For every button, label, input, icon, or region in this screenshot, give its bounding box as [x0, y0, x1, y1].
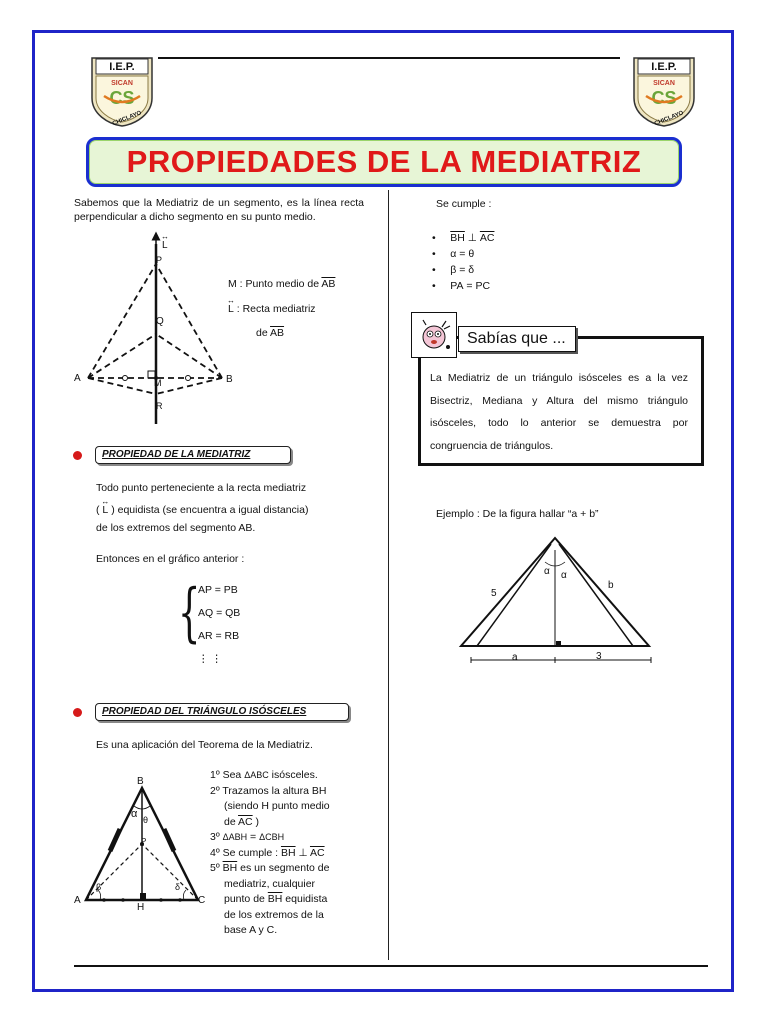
school-logo-left: [86, 54, 158, 128]
svg-text:CS: CS: [109, 88, 135, 108]
section2-text1: Es una aplicación del Teorema de la Mediatriz.: [96, 739, 313, 751]
step-5d: de los extremos de la: [224, 908, 324, 921]
fig1-label-a: A: [74, 373, 81, 384]
section2-bullet: [73, 708, 82, 717]
ejemplo-label-a: a: [512, 652, 518, 663]
se-cumple-label: Se cumple :: [436, 198, 492, 210]
fig1-legend-l: ↔ L : Recta mediatriz: [227, 296, 316, 315]
iso-label-c: C: [198, 895, 206, 906]
svg-text:CHICLAYO: CHICLAYO: [111, 110, 143, 128]
section1-text2: ( ↔ L ) equidista (se encuentra a igual distancia): [96, 497, 309, 516]
cumple-item-4: • PA = PC: [432, 280, 491, 292]
ejemplo-label-alpha1: α: [544, 566, 550, 577]
iso-label-theta: θ: [143, 815, 149, 825]
fig1-label-p: P: [156, 255, 163, 265]
cumple-item-2: • α = θ: [432, 248, 475, 260]
section1-text4: Entonces en el gráfico anterior :: [96, 553, 245, 565]
cumple-item-3: • β = δ: [432, 264, 475, 276]
step-1: 1º Sea ΔABC isósceles.: [210, 769, 318, 781]
footer-rule: [74, 965, 708, 967]
header-rule: [158, 57, 620, 59]
section1-bullet: [73, 451, 82, 460]
ejemplo-label-b: b: [608, 580, 614, 591]
logo-iep: I.E.P.: [109, 61, 135, 73]
step-5c: punto de $\overline{BH}$ equidista: [224, 893, 328, 905]
fig1-legend-de: de $\overline{AB}$: [256, 327, 285, 339]
iso-steps: [210, 768, 356, 939]
page-title: PROPIEDADES DE LA MEDIATRIZ: [126, 144, 642, 179]
ejemplo-text: Ejemplo : De la figura hallar “a + b”: [436, 508, 599, 520]
step-5e: base A y C.: [224, 924, 278, 936]
sabias-que-text: La Mediatriz de un triángulo isósceles es a la vez Bisectriz, Mediana y Altura del mismo triángulo isósceles, todo lo anterior se demuestra por congruencia de triángulos.: [430, 372, 688, 452]
svg-text:SICAN: SICAN: [111, 80, 133, 87]
step-3: 3º ΔABH = ΔCBH: [210, 831, 285, 843]
equality-list: [198, 583, 240, 675]
svg-text:CHICLAYO: CHICLAYO: [653, 110, 685, 128]
ejemplo-label-5: 5: [491, 588, 497, 599]
equality-ar-rb: AR = RB: [198, 630, 240, 642]
step-2b: (siendo H punto medio: [224, 800, 330, 812]
fig1-label-q: Q: [156, 316, 164, 327]
iso-label-b: B: [137, 776, 144, 787]
step-5a: 5º $\overline{BH}$ es un segmento de: [210, 862, 330, 874]
svg-text:SICAN: SICAN: [653, 80, 675, 87]
intro-text: Sabemos que la Mediatriz de un segmento, es la línea recta perpendicular a dicho segmento en su punto medio.: [74, 197, 364, 223]
isosceles-figure: [74, 776, 209, 916]
equality-aq-qb: AQ = QB: [198, 607, 241, 619]
sabias-que-title: Sabías que ...: [458, 326, 576, 352]
thinking-mascot-icon: [411, 312, 457, 358]
fig1-legend-m: M : Punto medio de $\overline{AB}$: [228, 278, 336, 290]
section1-title: PROPIEDAD DE LA MEDIATRIZ: [95, 446, 291, 464]
iso-label-beta: β: [96, 882, 102, 892]
iso-label-a: A: [74, 895, 81, 906]
equality-brace: {: [178, 576, 201, 650]
iso-label-h: H: [137, 902, 145, 913]
column-divider: [388, 190, 389, 960]
school-logo-right: [628, 54, 700, 128]
fig1-label-m: M: [154, 378, 162, 388]
fig1-label-b: B: [226, 374, 233, 385]
fig1-label-l: ↔ L: [161, 232, 169, 251]
equality-ap-pb: AP = PB: [198, 584, 238, 596]
page-title-box: [86, 137, 682, 187]
section1-text1: Todo punto perteneciente a la recta mediatriz: [96, 482, 307, 494]
section1-text3: de los extremos del segmento AB.: [96, 522, 256, 534]
ejemplo-figure: [455, 530, 665, 666]
iso-label-alpha: α: [131, 808, 138, 820]
iso-label-delta: δ: [175, 882, 181, 892]
svg-text:I.E.P.: I.E.P.: [651, 61, 677, 73]
cumple-list: [432, 230, 494, 294]
step-2c: de $\overline{AC}$ ): [224, 815, 260, 828]
step-2a: 2º Trazamos la altura BH: [210, 784, 327, 797]
fig1-label-r: R: [156, 401, 163, 411]
equality-dots: ⋮ ⋮: [198, 653, 222, 665]
step-5b: mediatriz, cualquier: [224, 877, 316, 890]
step-4: 4º Se cumple : $\overline{BH}$ ⊥ $\overline{AC}$: [210, 846, 325, 859]
ejemplo-label-alpha2: α: [561, 570, 567, 581]
section2-title: PROPIEDAD DEL TRIÁNGULO ISÓSCELES: [95, 703, 349, 721]
svg-text:CS: CS: [651, 88, 677, 108]
cumple-item-1: • $\overline{BH}$ ⊥ $\overline{AC}$: [432, 232, 495, 244]
iso-label-p: P: [141, 837, 147, 846]
ejemplo-label-3: 3: [596, 651, 602, 662]
